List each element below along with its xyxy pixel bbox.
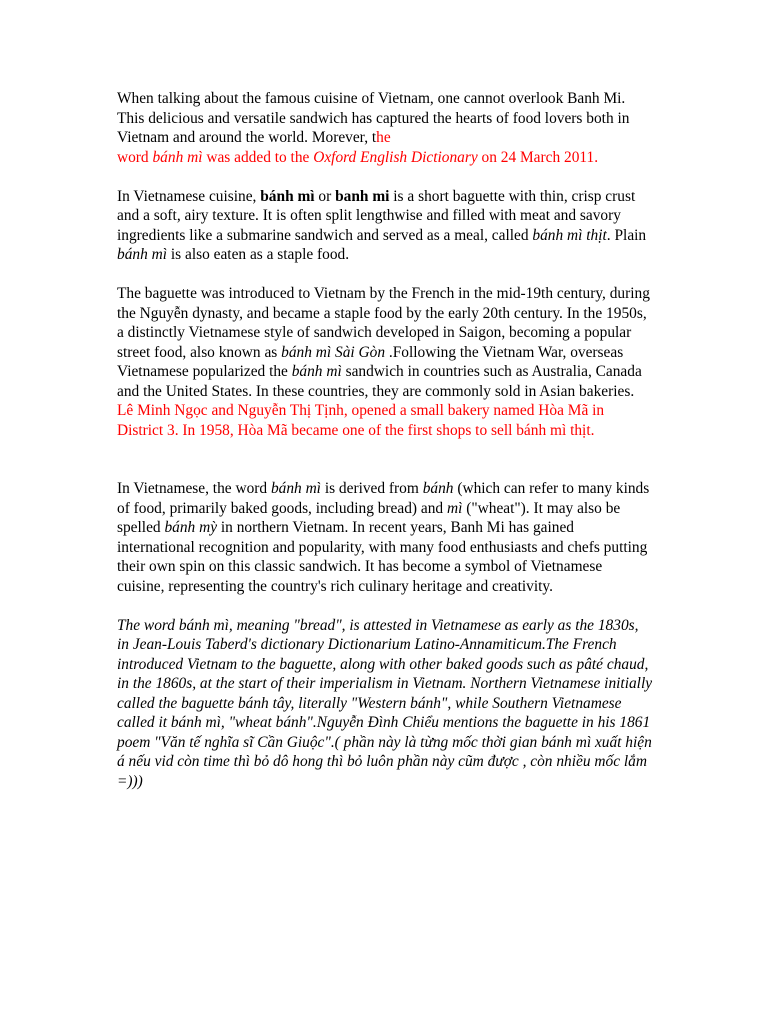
intro-red-added: was added to the bbox=[202, 148, 314, 166]
document-body bbox=[117, 89, 653, 791]
paragraph-intro bbox=[117, 89, 653, 167]
etymology-text-i: in northern Vietnam. In recent years, Banh Mi has gained international recognition and popularity, with many food enthusiasts and chefs putting their own spin on this classic sandwich. It has become a symbol of Vietnamese cuisine, representing the country's rich culinary heritage and creativity. bbox=[117, 519, 648, 595]
definition-text-e: is a short baguette with thin, crisp crust and a soft, airy texture. It is often split lengthwise and filled with meat and savory ingredients like a submarine sandwich and served as a meal, called bbox=[117, 187, 636, 244]
history-text-c: .Following the Vietnam War, overseas Vietnamese popularized the bbox=[117, 343, 624, 380]
intro-red-oxford: Oxford English Dictionary bbox=[313, 148, 478, 166]
etymology-text-a: In Vietnamese, the word bbox=[117, 480, 271, 497]
intro-red-banh-mi: bánh mì bbox=[152, 148, 203, 166]
etymology-italic-banh-my: bánh mỳ bbox=[164, 519, 218, 536]
definition-bold-banh-mi: bánh mì bbox=[260, 187, 315, 205]
definition-italic-banh-mi-thit: bánh mì thịt bbox=[532, 226, 607, 244]
intro-red-date: on 24 March 2011. bbox=[477, 148, 599, 166]
definition-italic-banh-mi: bánh mì bbox=[117, 246, 168, 263]
history-text-a: The baguette was introduced to Vietnam by the French in the mid-19th century, during the Nguyễn dynasty, and became a staple food by the early 20th century. In the 1950s, a distinctly Vietnamese style of sandwich developed in Saigon, becoming a popular street food, also known as bbox=[117, 285, 650, 361]
definition-text-a: In Vietnamese cuisine, bbox=[117, 187, 261, 205]
etymology-text-e: (which can refer to many kinds of food, primarily baked goods, including bread) and bbox=[117, 480, 650, 517]
definition-text-g: . Plain bbox=[606, 226, 647, 244]
history-italic-banh-mi: bánh mì bbox=[291, 363, 342, 380]
etymology-text-c: is derived from bbox=[320, 480, 423, 497]
intro-text: When talking about the famous cuisine of Vietnam, one cannot overlook Banh Mi. This delicious and versatile sandwich has captured the hearts of food lovers both in Vietnam and around the world. Morever, t bbox=[117, 90, 630, 146]
intro-red-word: word bbox=[117, 148, 153, 166]
history-text-e: sandwich in countries such as Australia, Canada and the United States. In these countries, they are commonly sold in Asian bakeries. bbox=[117, 363, 642, 400]
paragraph-history bbox=[117, 284, 653, 401]
definition-bold-banh-mi-plain: banh mi bbox=[335, 187, 390, 205]
intro-red-he: he bbox=[376, 129, 391, 146]
etymology-text-g: ("wheat"). It may also be spelled bbox=[117, 499, 621, 536]
paragraph-etymology bbox=[117, 479, 653, 596]
history-italic-sai-gon: bánh mì Sài Gòn bbox=[281, 343, 386, 361]
paragraph-italic-notes: The word bánh mì, meaning "bread", is attested in Vietnamese as early as the 1830s, in Jean-Louis Taberd's dictionary Dictionarium Latino-Annamiticum.The French introduced Vietnam to the baguette, along with other baked goods such as pâté chaud, in the 1860s, at the start of their imperialism in Vietnam. Northern Vietnamese initially called the baguette bánh tây, literally "Western bánh", while Southern Vietnamese called it bánh mì, "wheat bánh".Nguyễn Đình Chiểu mentions the baguette in his 1861 poem "Văn tế nghĩa sĩ Cần Giuộc".( phần này là từng mốc thời gian bánh mì xuất hiện á nếu vid còn time thì bỏ dô hong thì bỏ luôn phần này cũm được , còn nhiều mốc lắm =))) bbox=[117, 616, 653, 790]
paragraph-definition bbox=[117, 187, 653, 265]
definition-text-i: is also eaten as a staple food. bbox=[167, 246, 350, 263]
etymology-italic-banh-mi: bánh mì bbox=[270, 480, 321, 497]
definition-text-c: or bbox=[314, 187, 336, 205]
paragraph-bakery: Lê Minh Ngọc and Nguyễn Thị Tịnh, opened a small bakery named Hòa Mã in District 3. In 1958, Hòa Mã became one of the first shops to sell bánh mì thịt. bbox=[117, 402, 605, 439]
etymology-italic-banh: bánh bbox=[422, 480, 454, 497]
etymology-italic-mi: mì bbox=[446, 499, 463, 517]
